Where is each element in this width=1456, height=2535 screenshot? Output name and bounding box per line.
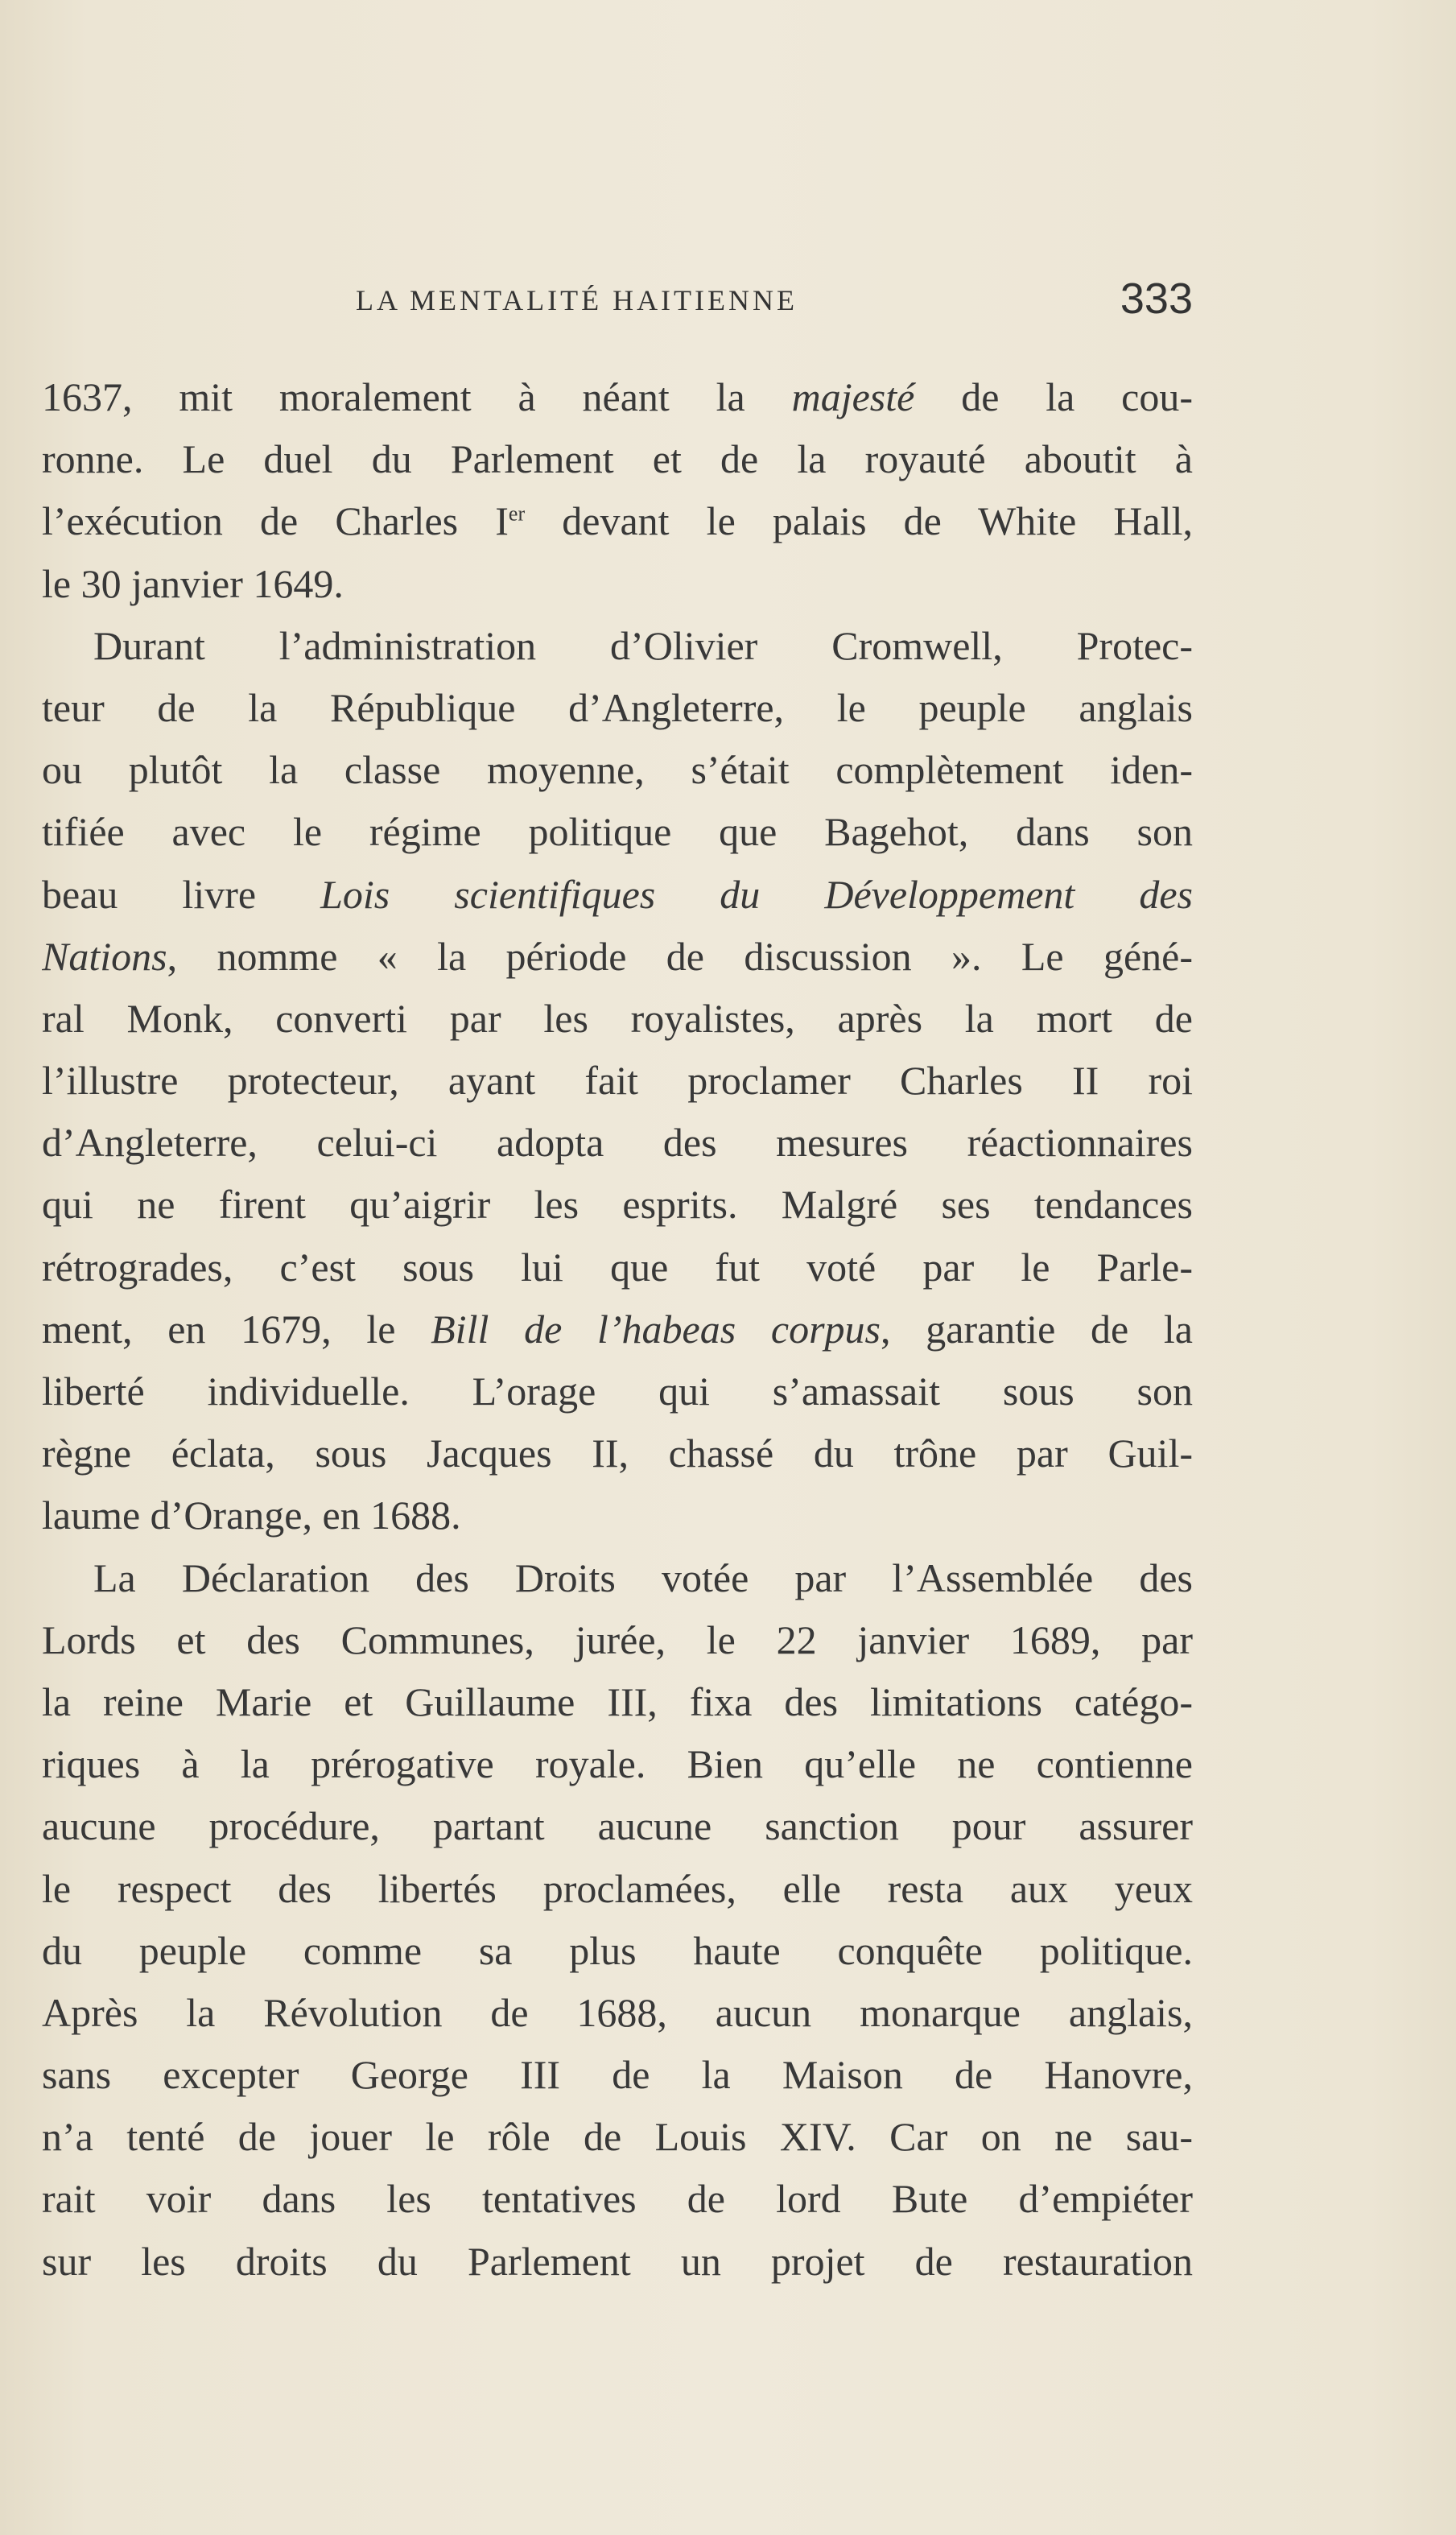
text-line: laume d’Orange, en 1688.: [42, 1493, 461, 1538]
running-title: LA MENTALITÉ HAITIENNE: [356, 284, 798, 316]
text-line: l’illustre protecteur, ayant fait proclamer Charles II roi: [42, 1058, 1193, 1104]
text-line: Nations, nomme « la période de discussion ». Le géné-: [42, 933, 1193, 979]
body-text: [42, 366, 1193, 2293]
text-line: ronne. Le duel du Parlement et de la royauté aboutit à: [42, 436, 1193, 482]
page-header: [42, 274, 1193, 338]
text-line: liberté individuelle. L’orage qui s’amassait sous son: [42, 1369, 1193, 1414]
text-line: le respect des libertés proclamées, elle resta aux yeux: [42, 1865, 1193, 1911]
text-line: ou plutôt la classe moyenne, s’était complètement iden-: [42, 747, 1193, 793]
text-line: la reine Marie et Guillaume III, fixa des limitations catégo-: [42, 1678, 1193, 1724]
page-number: 333: [1120, 275, 1193, 323]
text-line: ral Monk, converti par les royalistes, après la mort de: [42, 995, 1193, 1041]
text-line: le 30 janvier 1649.: [42, 560, 344, 606]
text-line: beau livre Lois scientifiques du Développement des: [42, 871, 1193, 917]
text-line: rétrogrades, c’est sous lui que fut voté par le Parle-: [42, 1244, 1193, 1290]
text-line: 1637, mit moralement à néant la majesté de la cou-: [42, 374, 1193, 419]
paragraph-start-line: La Déclaration des Droits votée par l’Assemblée des: [93, 1554, 1193, 1600]
text-line: teur de la République d’Angleterre, le peuple anglais: [42, 684, 1193, 730]
text-line: sur les droits du Parlement un projet de restauration: [42, 2238, 1193, 2284]
text-line: n’a tenté de jouer le rôle de Louis XIV. Car on ne sau-: [42, 2114, 1193, 2160]
text-line: sans excepter George III de la Maison de Hanovre,: [42, 2052, 1193, 2098]
text-line: ment, en 1679, le Bill de l’habeas corpus, garantie de la: [42, 1306, 1193, 1352]
text-line: aucune procédure, partant aucune sanction pour assurer: [42, 1803, 1193, 1849]
text-line: Lords et des Communes, jurée, le 22 janvier 1689, par: [42, 1616, 1193, 1662]
paragraph-start-line: Durant l’administration d’Olivier Cromwell, Protec-: [93, 622, 1193, 668]
text-line: riques à la prérogative royale. Bien qu’elle ne contienne: [42, 1741, 1193, 1787]
text-line: qui ne firent qu’aigrir les esprits. Malgré ses tendances: [42, 1182, 1193, 1228]
text-line: du peuple comme sa plus haute conquête politique.: [42, 1927, 1193, 1973]
text-line: tifiée avec le régime politique que Bagehot, dans son: [42, 809, 1193, 855]
text-line: l’exécution de Charles Ier devant le palais de White Hall,: [42, 498, 1193, 544]
text-line: règne éclata, sous Jacques II, chassé du trône par Guil-: [42, 1431, 1193, 1476]
text-line: d’Angleterre, celui-ci adopta des mesures réactionnaires: [42, 1120, 1193, 1166]
text-line: rait voir dans les tentatives de lord Bute d’empiéter: [42, 2176, 1193, 2222]
text-line: Après la Révolution de 1688, aucun monarque anglais,: [42, 1989, 1193, 2035]
